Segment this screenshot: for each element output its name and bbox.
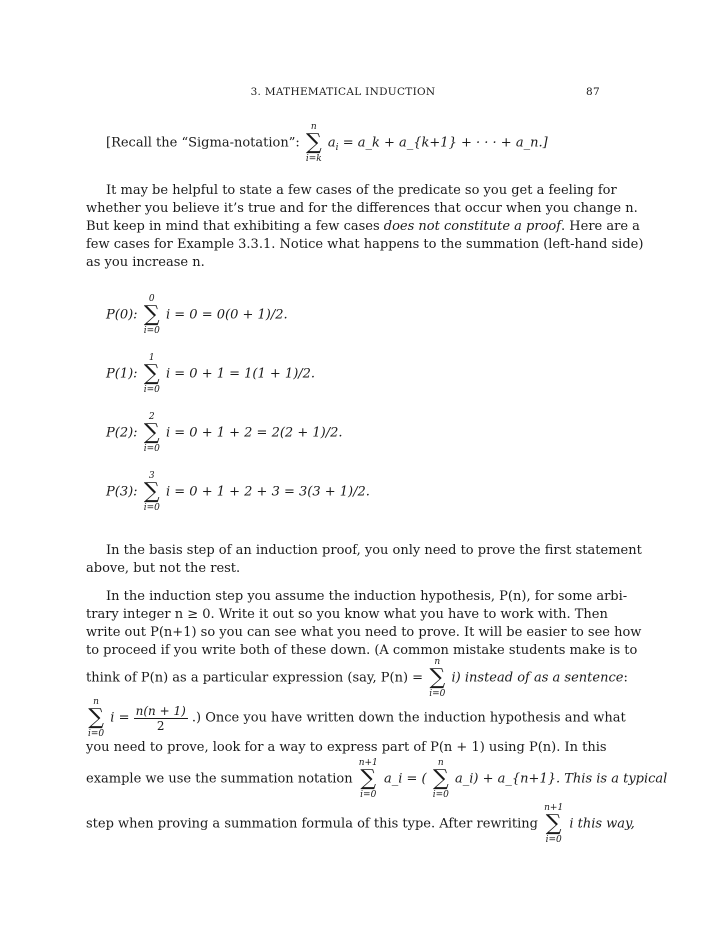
para1-line2: whether you believe it’s true and for the differences that occur when you change n. (86, 201, 638, 216)
para2-line1: In the basis step of an induction proof, you only need to prove the first statement (106, 543, 642, 558)
para3-line8: example we use the summation notation n+1 ∑ i=0 a_i = ( n ∑ i=0 a_i) + a_{n+1}. This is a typical (86, 758, 668, 800)
case-p3: P(3): 3 ∑ i=0 i = 0 + 1 + 2 + 3 = 3(3 + 1)/2. (106, 471, 370, 513)
para3-line9: step when proving a summation formula of this type. After rewriting n+1 ∑ i=0 i this way, (86, 803, 635, 845)
para3-line5: think of P(n) as a particular expression (say, P(n) = n ∑ i=0 i) instead of as a sentence: (86, 657, 628, 699)
recall-sigma-notation: [Recall the “Sigma-notation”: n ∑ i=k $a_i$ = a_k + a_{k+1} + · · · + a_n.] (106, 122, 548, 164)
para3-line2: trary integer n ≥ 0. Write it out so you know what you have to work with. Then (86, 607, 608, 622)
para1-line3: But keep in mind that exhibiting a few cases does not constitute a proof. Here are a (86, 219, 640, 234)
para1-line1: It may be helpful to state a few cases of the predicate so you get a feeling for (106, 183, 617, 198)
fraction: $\frac{n(n + 1)}{2}$ (135, 703, 186, 733)
para3-line3: write out P(n+1) so you can see what you need to prove. It will be easier to see how (86, 625, 642, 640)
running-title: 3. MATHEMATICAL INDUCTION (250, 86, 436, 98)
case-p2: P(2): 2 ∑ i=0 i = 0 + 1 + 2 = 2(2 + 1)/2. (106, 412, 343, 454)
para3-line4: to proceed if you write both of these down. (A common mistake students make is to (86, 643, 638, 658)
para3-line1: In the induction step you assume the induction hypothesis, P(n), for some arbi- (106, 589, 628, 604)
para3-line6: n ∑ i=0 i = $\frac{n(n + 1)}{2}$ .) Once you have written down the induction hypothesis and what (88, 697, 626, 739)
case-p0: P(0): 0 ∑ i=0 i = 0 = 0(0 + 1)/2. (106, 294, 288, 336)
para3-line7: you need to prove, look for a way to express part of P(n + 1) using P(n). In this (86, 740, 607, 755)
para1-line5: as you increase n. (86, 255, 205, 270)
page-number: 87 (586, 86, 600, 98)
sigma-symbol: n ∑ i=k (305, 122, 322, 164)
para2-line2: above, but not the rest. (86, 561, 241, 576)
para1-line4: few cases for Example 3.3.1. Notice what happens to the summation (left-hand side) (86, 237, 644, 252)
case-p1: P(1): 1 ∑ i=0 i = 0 + 1 = 1(1 + 1)/2. (106, 353, 316, 395)
